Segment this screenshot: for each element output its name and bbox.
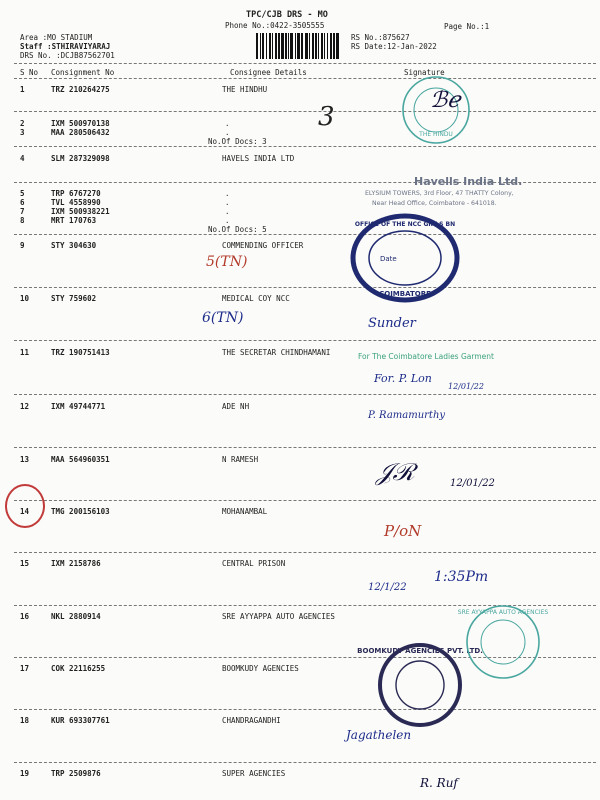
- row-sno: 7: [20, 207, 25, 216]
- ayyappa-stamp-ring: SRE AYYAPPA AUTO AGENCIES: [457, 609, 549, 616]
- consignment-number: STY 759602: [51, 294, 97, 303]
- signature-row11: For. P. Lon: [374, 372, 432, 385]
- row-divider: [14, 552, 596, 553]
- report-title: TPC/CJB DRS - MO: [246, 10, 328, 20]
- barcode-bar: [305, 33, 308, 59]
- signature-row18: Jagathelen: [346, 728, 412, 742]
- page-number: Page No.:1: [444, 22, 490, 31]
- handwritten-note: 5(TN): [206, 254, 248, 270]
- consignee-name: N RAMESH: [222, 455, 259, 464]
- col-signature: Signature: [404, 68, 445, 77]
- row-sno: 8: [20, 216, 25, 225]
- havells-stamp-city: Near Head Office, Coimbatore - 641018.: [372, 200, 497, 207]
- havells-stamp-address: ELYSIUM TOWERS, 3rd Floor, 47 THATTY Colony,: [365, 190, 514, 197]
- barcode-bar: [290, 33, 293, 59]
- consignment-number: TRZ 190751413: [51, 348, 110, 357]
- consignee-name: ADE NH: [222, 402, 250, 411]
- signature-row12: P. Ramamurthy: [368, 410, 446, 421]
- consignment-number: MAA 564960351: [51, 455, 110, 464]
- signature-row10: Sunder: [368, 316, 416, 331]
- row-sno: 10: [20, 294, 30, 303]
- docs-count: No.Of Docs: 3: [208, 137, 267, 146]
- consignee-name: .: [225, 119, 230, 128]
- consignment-number: IXM 500970138: [51, 119, 110, 128]
- barcode-bar: [272, 33, 273, 59]
- consignment-number: KUR 693307761: [51, 716, 110, 725]
- consignment-number: IXM 49744771: [51, 402, 106, 411]
- date-row11: 12/01/22: [448, 382, 484, 391]
- ladies-garment-stamp: For The Coimbatore Ladies Garment: [358, 352, 494, 361]
- row-sno: 16: [20, 612, 30, 621]
- docs-count: No.Of Docs: 5: [208, 225, 267, 234]
- barcode-bar: [315, 33, 317, 59]
- consignment-number: MRT 170763: [51, 216, 97, 225]
- barcode-bar: [275, 33, 277, 59]
- consignee-name: SRE AYYAPPA AUTO AGENCIES: [222, 612, 335, 621]
- consignee-name: MEDICAL COY NCC: [222, 294, 290, 303]
- col-consignee: Consignee Details: [230, 68, 307, 77]
- ncc-stamp-ring: OFFICE OF THE NCC GIRLS BN: [354, 221, 456, 228]
- red-circle-annotation: [5, 484, 45, 528]
- barcode-bar: [324, 33, 325, 59]
- consignee-name: SUPER AGENCIES: [222, 769, 286, 778]
- consignment-number: SLM 287329098: [51, 154, 110, 163]
- consignment-number: TMG 200156103: [51, 507, 110, 516]
- row-divider: [14, 146, 596, 147]
- barcode-bar: [336, 33, 339, 59]
- consignee-name: THE HINDHU: [222, 85, 268, 94]
- divider: [14, 63, 596, 64]
- row-divider: [14, 287, 596, 288]
- row-sno: 11: [20, 348, 30, 357]
- consignee-name: CENTRAL PRISON: [222, 559, 286, 568]
- row-sno: 17: [20, 664, 30, 673]
- consignment-number: IXM 500938221: [51, 207, 110, 216]
- row-sno: 13: [20, 455, 30, 464]
- row-sno: 12: [20, 402, 30, 411]
- handwritten-note: 6(TN): [202, 310, 244, 326]
- consignee-name: .: [225, 128, 230, 137]
- consignment-number: TRP 6767270: [51, 189, 101, 198]
- row-sno: 4: [20, 154, 25, 163]
- ncc-stamp-date: Date: [380, 255, 397, 263]
- date-row15: 12/1/22: [368, 582, 407, 593]
- row-divider: [14, 762, 596, 763]
- consignee-name: .: [225, 207, 230, 216]
- barcode-bar: [288, 33, 289, 59]
- row-divider: [14, 500, 596, 501]
- row-sno: 1: [20, 85, 25, 94]
- consignee-name: THE SECRETAR CHINDHAMANI: [222, 348, 331, 357]
- col-sno: S No: [20, 68, 39, 77]
- barcode-bar: [285, 33, 287, 59]
- barcode-bar: [330, 33, 332, 59]
- barcode-bar: [295, 33, 296, 59]
- row-sno: 19: [20, 769, 30, 778]
- ayyappa-stamp: [458, 602, 548, 682]
- barcode-bar: [260, 33, 261, 59]
- row-divider: [14, 447, 596, 448]
- date-row13: 12/01/22: [450, 478, 495, 489]
- row-sno: 2: [20, 119, 25, 128]
- barcode-bar: [309, 33, 310, 59]
- consignment-number: MAA 280506432: [51, 128, 110, 137]
- row-sno: 5: [20, 189, 25, 198]
- barcode-bar: [262, 33, 264, 59]
- consignee-name: .: [225, 189, 230, 198]
- barcode-bar: [301, 33, 303, 59]
- barcode-bar: [266, 33, 267, 59]
- barcode-bar: [333, 33, 335, 59]
- row-divider: [14, 340, 596, 341]
- barcode-bar: [278, 33, 280, 59]
- col-consignment: Consignment No: [51, 68, 115, 77]
- rs-number: RS No.:875627: [351, 33, 410, 42]
- divider: [14, 78, 596, 79]
- consignment-number: IXM 2158786: [51, 559, 101, 568]
- consignment-number: TVL 4558990: [51, 198, 101, 207]
- barcode-bar: [256, 33, 258, 59]
- barcode-bar: [327, 33, 328, 59]
- row-sno: 14: [20, 507, 30, 516]
- row-sno: 6: [20, 198, 25, 207]
- havells-stamp-title: Havells India Ltd.: [414, 175, 523, 188]
- consignment-number: COK 22116255: [51, 664, 106, 673]
- barcode-bar: [318, 33, 319, 59]
- row-sno: 15: [20, 559, 30, 568]
- boomkudy-stamp: [357, 640, 483, 730]
- rs-date: RS Date:12-Jan-2022: [351, 42, 437, 51]
- row-sno: 18: [20, 716, 30, 725]
- boomkudy-stamp-ring: BOOMKUDY AGENCIES PVT. LTD.: [357, 647, 483, 655]
- row-divider: [14, 709, 596, 710]
- consignment-number: TRP 2509876: [51, 769, 101, 778]
- row-divider: [14, 394, 596, 395]
- row-sno: 9: [20, 241, 25, 250]
- signature-row13: 𝒥ℛ: [376, 458, 415, 486]
- row-divider: [14, 111, 596, 112]
- row-divider: [14, 234, 596, 235]
- phone-number: Phone No.:0422-3505555: [225, 21, 325, 30]
- ncc-stamp-city: COIMBATORE: [379, 290, 431, 298]
- area: Area :MO STADIUM: [20, 33, 93, 42]
- handwritten-note: 3: [318, 102, 335, 132]
- consignee-name: .: [225, 198, 230, 207]
- time-row15: 1:35Pm: [434, 569, 489, 585]
- hindu-stamp-text: THE HINDU: [419, 131, 453, 138]
- signature-row1: ℬℯ: [430, 88, 461, 113]
- consignee-name: .: [225, 216, 230, 225]
- signature-row14: P/oN: [384, 522, 422, 540]
- barcode-bar: [312, 33, 314, 59]
- drs-number: DRS No. :DCJB87562701: [20, 51, 115, 60]
- consignment-number: TRZ 210264275: [51, 85, 110, 94]
- barcode-bar: [269, 33, 271, 59]
- consignee-name: BOOMKUDY AGENCIES: [222, 664, 299, 673]
- consignment-number: NKL 2880914: [51, 612, 101, 621]
- signature-row19: R. Ruf: [420, 776, 458, 790]
- barcode-bar: [297, 33, 300, 59]
- barcode-bar: [321, 33, 323, 59]
- barcode-bar: [281, 33, 284, 59]
- consignee-name: CHANDRAGANDHI: [222, 716, 281, 725]
- staff: Staff :STHIRAVIYARAJ: [20, 42, 111, 51]
- consignment-number: STY 304630: [51, 241, 97, 250]
- row-sno: 3: [20, 128, 25, 137]
- barcode: [256, 33, 340, 59]
- consignee-name: MOHANAMBAL: [222, 507, 268, 516]
- ncc-stamp: [350, 212, 460, 304]
- consignee-name: COMMENDING OFFICER: [222, 241, 304, 250]
- consignee-name: HAVELS INDIA LTD: [222, 154, 295, 163]
